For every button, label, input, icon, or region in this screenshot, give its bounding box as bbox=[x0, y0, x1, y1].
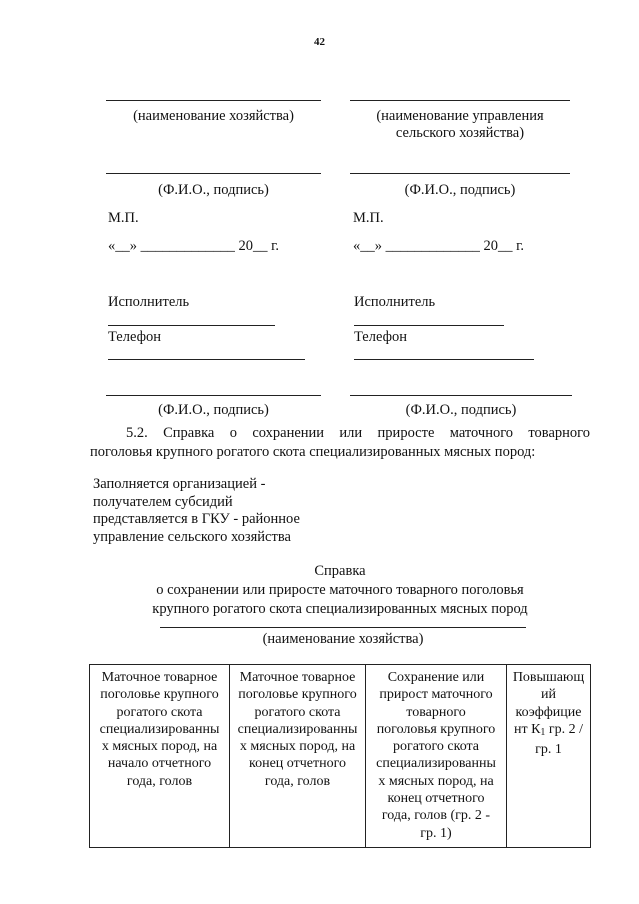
right-org-caption-line2: сельского хозяйства) bbox=[395, 125, 525, 141]
section-line-1: 5.2. Справка о сохранении или приросте маточного товарного bbox=[126, 425, 590, 441]
side-note bbox=[93, 476, 300, 546]
table-header-row bbox=[90, 665, 591, 848]
right-date-line: «__» _____________ 20__ г. bbox=[353, 238, 525, 254]
left-phone-line bbox=[108, 359, 305, 360]
right-sign-caption-2: (Ф.И.О., подпись) bbox=[405, 402, 517, 418]
right-sign-caption: (Ф.И.О., подпись) bbox=[404, 182, 516, 198]
table-header-col2: Маточное товарное поголовье крупного рогатого скота специализированны х мясных пород, на конец отчетного года, голов bbox=[230, 665, 366, 848]
table-header-col1: Маточное товарное поголовье крупного рогатого скота специализированны х мясных пород, на начало отчетного года, голов bbox=[90, 665, 230, 848]
right-org-caption-line1: (наименование управления bbox=[376, 108, 544, 124]
side-note-line: Заполняется организацией - bbox=[93, 476, 266, 492]
left-sign-line-2 bbox=[106, 395, 321, 396]
section-line-2: поголовья крупного рогатого скота специализированных мясных пород: bbox=[90, 444, 536, 460]
certificate-subtitle-1: о сохранении или приросте маточного товарного поголовья bbox=[156, 582, 524, 598]
right-phone-label: Телефон bbox=[354, 329, 407, 345]
certificate-title-text: Справка bbox=[314, 563, 366, 579]
right-org-line bbox=[350, 100, 570, 101]
page-number: 42 bbox=[314, 36, 325, 48]
left-executor-line bbox=[108, 325, 275, 326]
side-note-line: представляется в ГКУ - районное bbox=[93, 511, 300, 527]
right-executor-label: Исполнитель bbox=[354, 294, 436, 310]
left-phone-label: Телефон bbox=[108, 329, 161, 345]
certificate-subtitle-2: крупного рогатого скота специализированных мясных пород bbox=[152, 601, 528, 617]
right-executor-line bbox=[354, 325, 504, 326]
certificate-org-caption: (наименование хозяйства) bbox=[262, 631, 424, 647]
right-stamp: М.П. bbox=[353, 210, 384, 226]
left-executor-label: Исполнитель bbox=[108, 294, 190, 310]
certificate-title bbox=[90, 562, 590, 619]
right-sign-line-2 bbox=[350, 395, 572, 396]
left-org-caption: (наименование хозяйства) bbox=[133, 108, 294, 124]
data-table bbox=[89, 664, 591, 848]
right-phone-line bbox=[354, 359, 534, 360]
left-sign-caption-2: (Ф.И.О., подпись) bbox=[158, 402, 269, 418]
section-5-2 bbox=[90, 424, 590, 462]
certificate-org-line bbox=[160, 627, 526, 628]
right-org-caption bbox=[350, 108, 570, 142]
left-date-line: «__» _____________ 20__ г. bbox=[108, 238, 280, 254]
left-org-line bbox=[106, 100, 321, 101]
left-sign-caption: (Ф.И.О., подпись) bbox=[158, 182, 269, 198]
left-sign-line bbox=[106, 173, 321, 174]
side-note-line: получателем субсидий bbox=[93, 493, 233, 510]
table-header-col4: Повышающ ий коэффицие нт $К_1$ гр. 2 / гр. 1 bbox=[507, 665, 591, 848]
table-header-col3: Сохранение или прирост маточного товарного поголовья крупного рогатого скота специализированны х мясных пород, на конец отчетного года, голов (гр. 2 - гр. 1) bbox=[366, 665, 507, 848]
right-sign-line bbox=[350, 173, 570, 174]
side-note-line: управление сельского хозяйства bbox=[93, 528, 291, 545]
left-stamp: М.П. bbox=[108, 210, 139, 226]
